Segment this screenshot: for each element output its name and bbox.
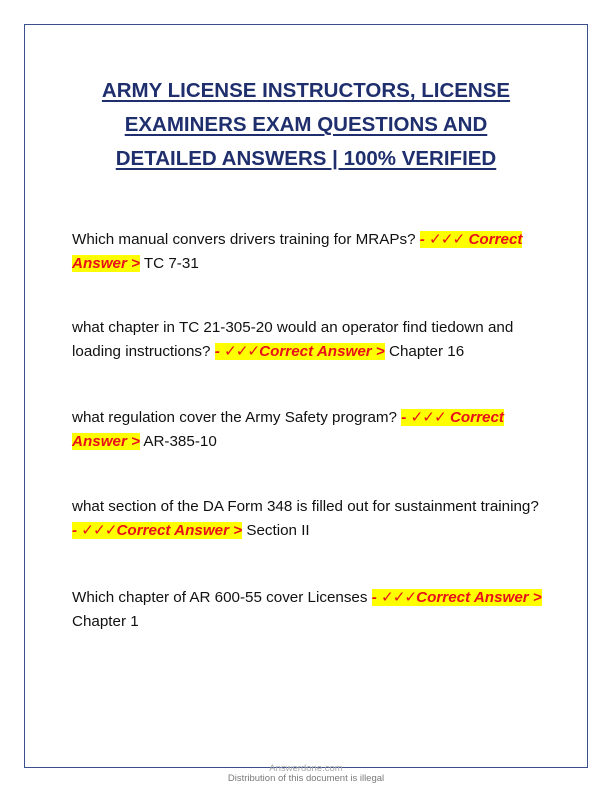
answer-text: Chapter 1: [72, 613, 139, 630]
question-text: Which manual convers drivers training for MRAPs?: [72, 231, 420, 248]
answer-highlight: [215, 343, 385, 360]
answer-text: Section II: [242, 522, 310, 539]
question-text: what regulation cover the Army Safety program?: [72, 409, 402, 426]
answer-label: Correct Answer >: [116, 522, 243, 539]
answer-label: Correct Answer >: [259, 343, 385, 360]
answer-label: Correct Answer >: [72, 409, 504, 450]
checkmark-icon: ✓✓✓: [223, 343, 260, 360]
question-text: Which chapter of AR 600-55 cover Licenses: [72, 589, 372, 606]
answer-highlight: [372, 589, 542, 606]
footer-note: Distribution of this document is illegal: [227, 773, 385, 784]
checkmark-icon: ✓✓✓: [380, 589, 417, 606]
checkmark-icon: ✓✓✓: [81, 522, 117, 539]
answer-label: Correct Answer >: [72, 231, 523, 272]
answer-prefix: -: [371, 589, 381, 606]
qa-item-2: [72, 316, 542, 364]
title-line-2: EXAMINERS EXAM QUESTIONS AND: [124, 113, 488, 136]
answer-highlight: [72, 522, 242, 539]
title-line-1: ARMY LICENSE INSTRUCTORS, LICENSE: [101, 79, 511, 102]
qa-item-3: [72, 406, 542, 454]
qa-item-1: [72, 228, 542, 276]
document-title: [40, 74, 572, 176]
answer-label: Correct Answer >: [416, 589, 542, 606]
checkmark-icon: ✓✓✓: [410, 409, 446, 426]
answer-text: TC 7-31: [139, 255, 199, 272]
title-line-3: DETAILED ANSWERS | 100% VERIFIED: [115, 147, 497, 170]
answer-prefix: -: [72, 522, 82, 539]
question-text: what chapter in TC 21-305-20 would an operator find tiedown and loading instructions?: [72, 319, 514, 360]
footer-site: Answerdone.com: [269, 763, 343, 774]
answer-prefix: -: [401, 409, 411, 426]
answer-text: AR-385-10: [139, 433, 217, 450]
qa-item-4: [72, 495, 542, 543]
question-text: what section of the DA Form 348 is filled out for sustainment training?: [72, 498, 539, 515]
answer-text: Chapter 16: [384, 343, 465, 360]
qa-item-5: [72, 586, 542, 634]
checkmark-icon: ✓✓✓: [429, 231, 465, 248]
answer-prefix: -: [214, 343, 224, 360]
answer-prefix: -: [419, 231, 430, 248]
